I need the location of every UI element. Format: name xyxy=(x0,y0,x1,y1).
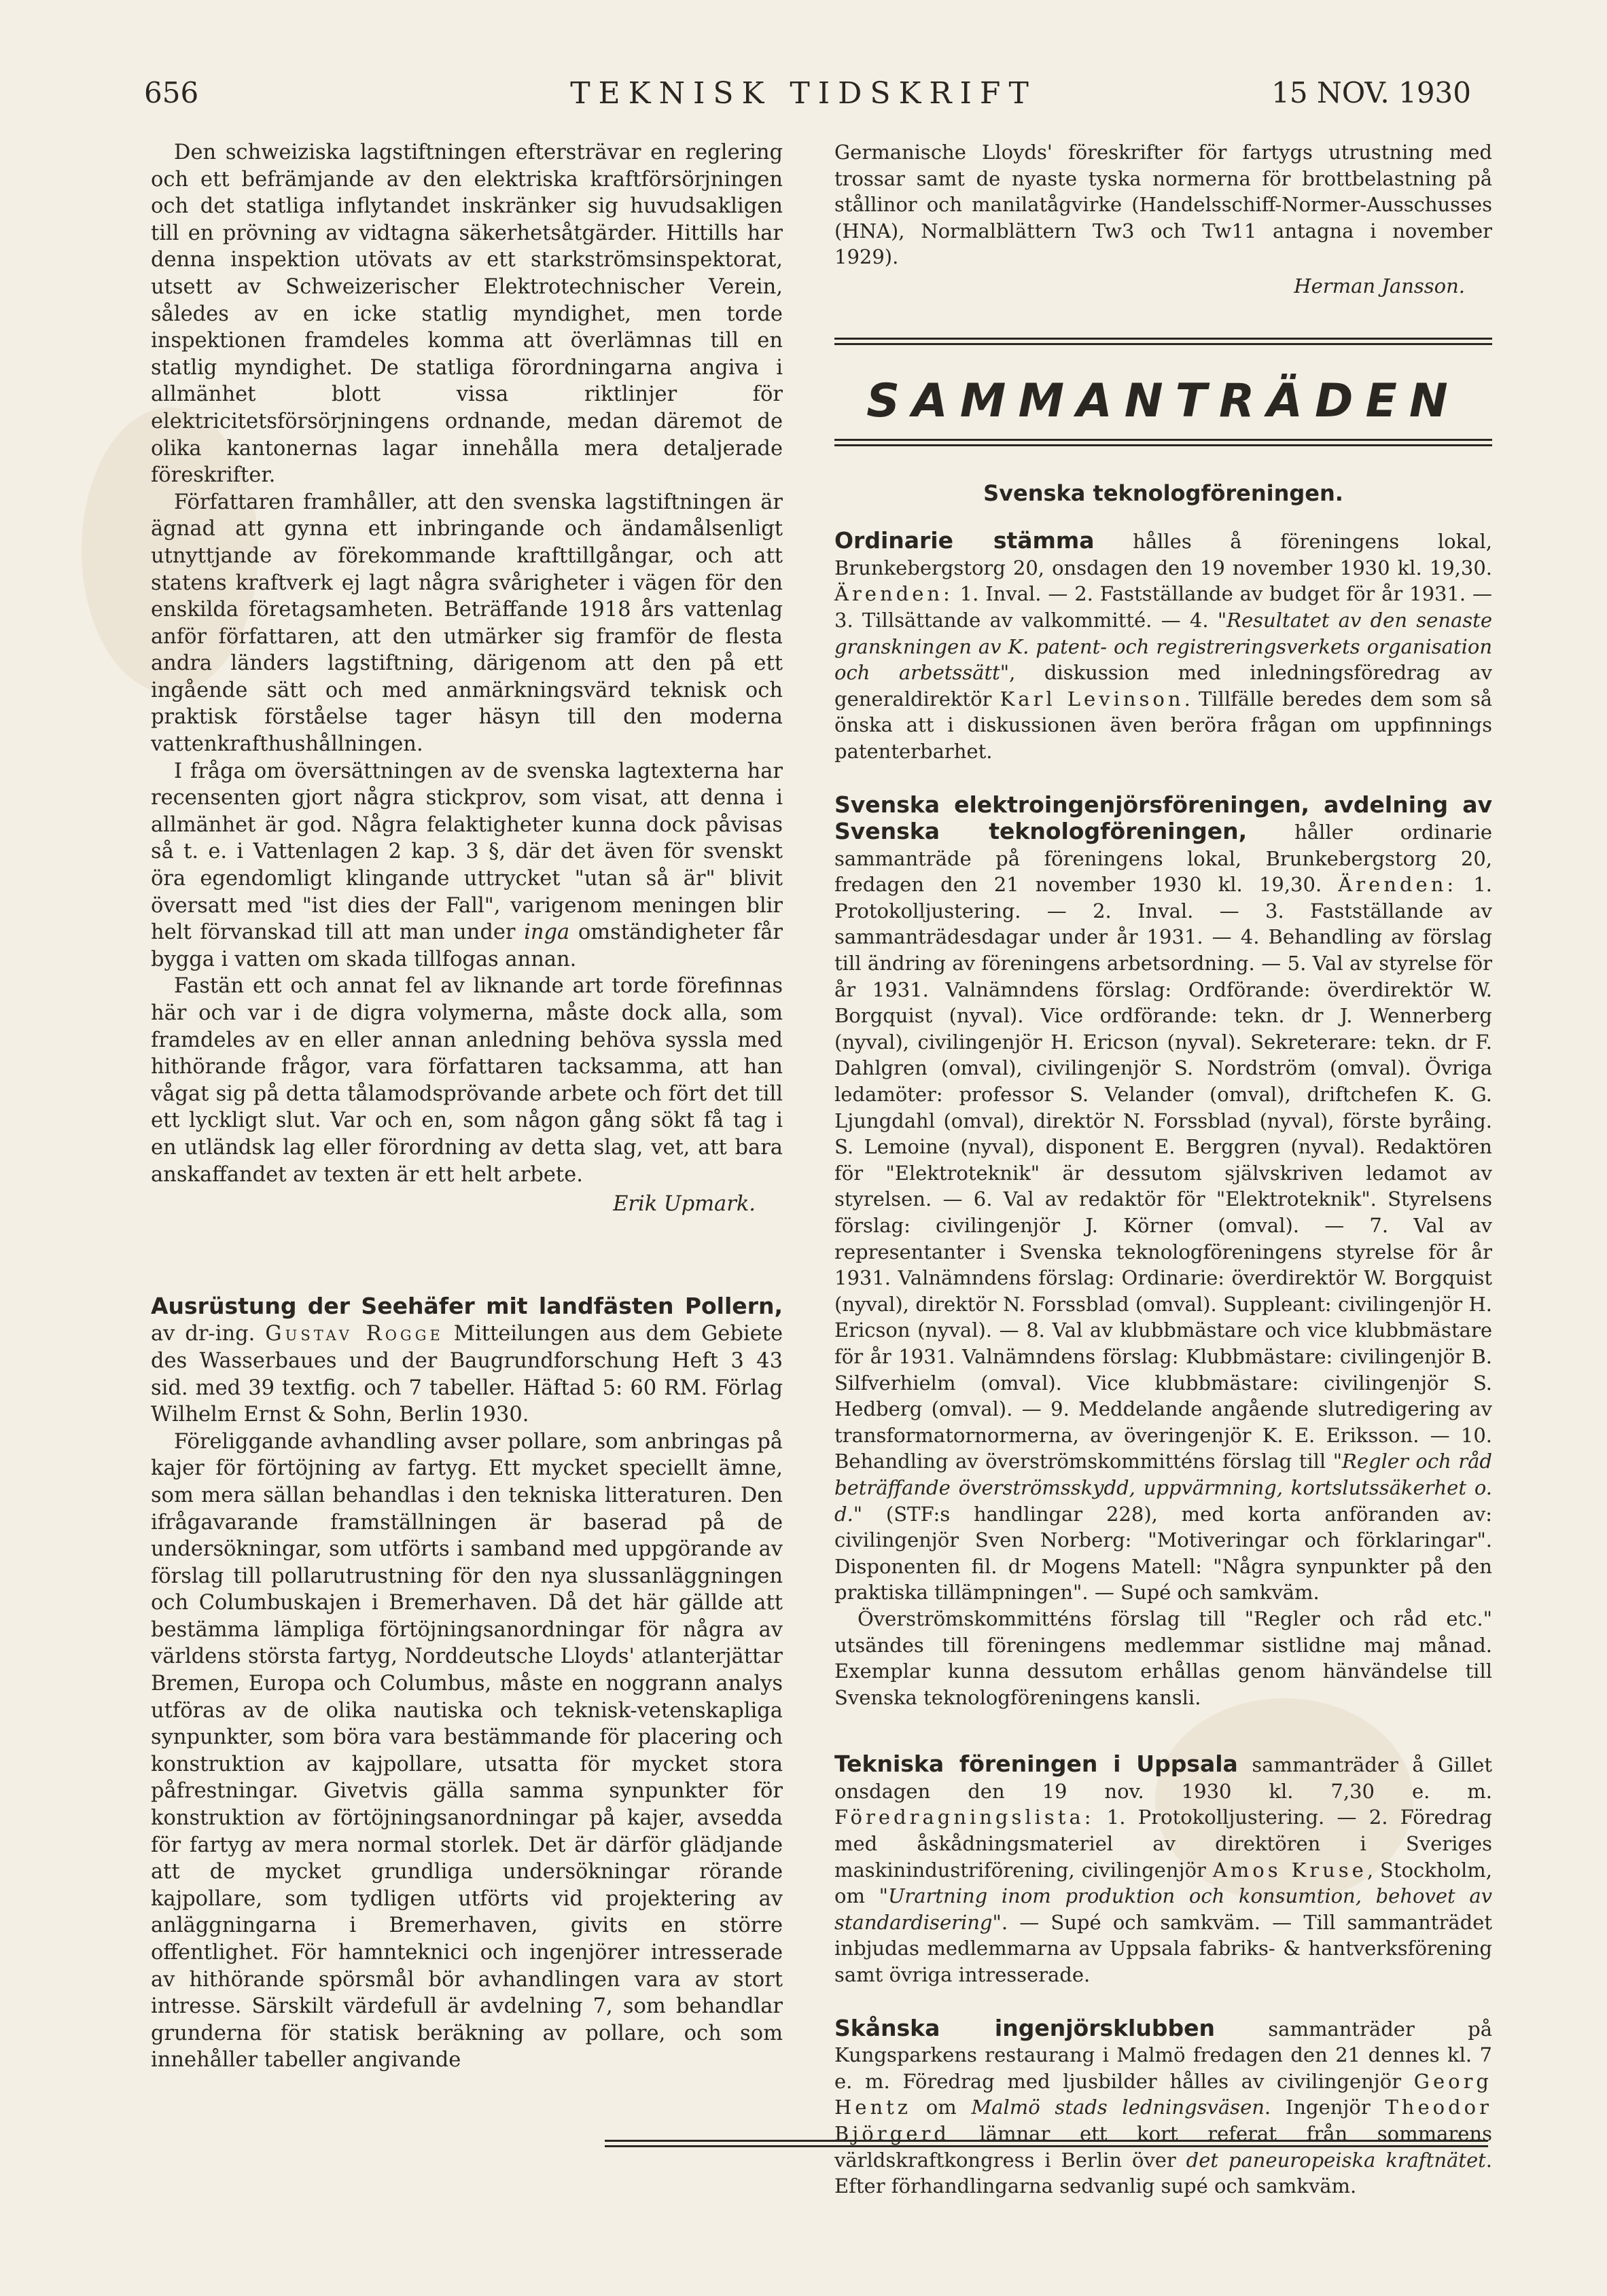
paragraph: Överströmskommitténs förslag till "Regler och råd etc." utsändes till föreningens medlemmar sistlidne maj månad. Exemplar kunna dessutom erhållas genom hänvändelse till Svenska teknologföreningens kansli. xyxy=(834,1607,1492,1709)
agenda-label: Föredragningslista: xyxy=(834,1806,1095,1829)
text-run: hålles å föreningens lokal, Brunkebergstorg 20, onsdagen den 19 november 1930 kl. 19,30. xyxy=(834,530,1492,579)
text-run: , Stockholm, om xyxy=(834,1858,1492,1908)
notice-title: Tekniska föreningen i Uppsala xyxy=(834,1751,1238,1778)
italic-text: "Regler och råd beträffande överströmsskydd, uppvärmning, kortslutssäkerhet o. d." xyxy=(834,1450,1492,1526)
page-number: 656 xyxy=(144,76,199,109)
text-run: lämnar ett kort referat från sommarens världskraftkongress i Berlin över xyxy=(834,2122,1492,2172)
journal-title: TEKNISK TIDSKRIFT xyxy=(570,76,1037,111)
agenda-label: Ärenden: xyxy=(834,582,953,606)
text-run: om xyxy=(911,2096,972,2119)
notice-title: Svenska elektroingenjörsföreningen, avdelning av Svenska teknologföreningen, xyxy=(834,791,1492,845)
double-rule xyxy=(834,439,1492,446)
text-run: . Ingenjör xyxy=(1264,2096,1385,2119)
bottom-double-rule xyxy=(605,2140,1488,2147)
paragraph: Föreliggande avhandling avser pollare, som anbringas på kajer för förtöjning av fartyg. Ett mycket speciellt ämne, som mera sällan behandlas i den tekniska litteraturen. Den ifrågavarande framställningen är baserad på de undersökningar, som utförts i samband med uppgörande av förslag till pollarutrustning för den nya slussanläggningen och Columbuskajen i Bremerhaven. Då det här gällde att bestämma lämpliga förtöjningsanordningar för några av världens största fartyg, Norddeutsche Lloyds' atlanterjättar Bremen, Europa och Columbus, måste en noggrann analys utföras av de olika nautiska och teknisk-vetenskapliga synpunkter, som böra vara bestämmande för placering och konstruktion av kajpollare, utsatta för mycket stora påfrestningar. Givetvis gälla samma synpunkter för konstruktion av förtöjningsanordningar på kajer, avsedda för fartyg av mera normal storlek. Det är därför glädjande att de mycket grundliga undersökningar rörande kajpollare, som tydligen utförts vid projektering av anläggningarna i Bremerhaven, givits en större offentlighet. För hamnteknici och ingenjörer intresserade av hithörande spörsmål bör avhandlingen vara av stort intresse. Särskilt värdefull är avdelning 7, som behandlar grunderna för statisk beräkning av pollare, och som innehåller tabeller angivande xyxy=(151,1429,783,2073)
text-run: . — Supé och samkväm. — Till sammanträdet inbjudas medlemmarna av Uppsala fabriks- & hantverksförening samt övriga intresserade. xyxy=(834,1910,1492,1987)
text-run: sammanträder å Gillet onsdagen den 19 nov. 1930 kl. 7,30 e. m. xyxy=(834,1753,1492,1803)
text-run: sammanträder på Kungsparkens restaurang i Malmö fredagen den 21 dennes kl. 7 e. m. Föredrag med ljusbilder hålles av civilingenjör xyxy=(834,2017,1492,2093)
person-name: Karl Levinson xyxy=(1000,687,1184,711)
double-rule xyxy=(605,2140,1488,2147)
text-run: (STF:s handlingar 228), med korta anföranden av: civilingenjör Sven Norberg: "Motiveringar och förklaringar". Disponenten fil. dr Mogens Matell: "Några synpunkter på den praktiska tillämpningen". — Supé och samkväm. xyxy=(834,1502,1492,1604)
review-heading-paragraph xyxy=(151,1293,783,1429)
italic-text: det paneuropeiska kraftnätet xyxy=(1186,2148,1486,2172)
text-run: 1. Inval. — 2. Fastställande av budget för år 1931. — 3. Tillsättande av valkommitté. — 4. xyxy=(834,582,1492,632)
page-header xyxy=(0,76,1607,124)
left-column xyxy=(151,139,783,2074)
text-run: av dr-ing. xyxy=(151,1322,266,1346)
review-heading: Ausrüstung der Seehäfer mit landfästen Pollern, xyxy=(151,1292,783,1319)
text-run: I fråga om översättningen av de svenska lagtexterna har recensenten gjort några stickprov, som visat, att denna i allmänhet är god. Några felaktigheter kunna dock påvisas så t. e. i Vattenlagen 2 kap. 3 §, där det även för svenskt öra egendomligt klingande uttrycket "utan så är" blivit översatt med "ist dies der Fall", varigenom meningen blir helt förvanskad till att man under xyxy=(151,759,783,945)
italic-text: "Urartning inom produktion och konsumtion, behovet av standardisering" xyxy=(834,1884,1492,1934)
society-heading: Svenska teknologföreningen. xyxy=(983,480,1343,506)
text-run: 1. Protokolljustering. — 2. Inval. — 3. Fastställande av sammanträdesdagar under år 1931. — 4. Behandling av förslag till ändring av föreningens arbetsordning. — 5. Val av styrelse för år 1931. Valnämndens förslag: Ordförande: överdirektör W. Borgquist (nyval). Vice ordförande: tekn. dr J. Wennerberg (nyval), civilingenjör H. Ericson (nyval). Sekreterare: tekn. dr F. Dahlgren (omval), civilingenjör S. Nordström (omval). Övriga ledamöter: professor S. Velander (omval), driftchefen K. G. Ljungdahl (omval), direktör N. Forssblad (nyval), förste byråing. S. Lemoine (nyval), disponent E. Berggren (nyval). Redaktören för "Elektroteknik" är dessutom självskriven ledamot av styrelsen. — 6. Val av redaktör för "Elektroteknik". Styrelsens förslag: civilingenjör J. Körner (omval). — 7. Val av representanter i Svenska teknologföreningens styrelse för år 1931. Valnämndens förslag: Ordinarie: överdirektör W. Borgquist (nyval), direktör N. Forssblad (omval). Suppleant: civilingenjör H. Ericson (nyval). — 8. Val av klubbmästare och vice klubbmästare för år 1931. Valnämndens förslag: Klubbmästare: civilingenjör B. Silfverhielm (omval). Vice klubbmästare: civilingenjör S. Hedberg (omval). — 9. Meddelande angående slutredigering av transformatornormerna, av överingenjör K. E. Eriksson. — 10. Behandling av överströmskommitténs förslag till xyxy=(834,873,1493,1473)
issue-date: 15 NOV. 1930 xyxy=(1271,76,1471,109)
author-name: Gustav Rogge xyxy=(265,1322,444,1346)
meeting-notice xyxy=(834,1751,1492,1988)
double-rule xyxy=(834,338,1492,345)
text-run: Mitteilungen aus dem Gebiete des Wasserbaues und der Baugrundforschung Heft 3 43 sid. med 39 textfig. och 7 tabeller. Häftad 5: 60 RM. Förlag Wilhelm Ernst & Sohn, Berlin 1930. xyxy=(151,1322,783,1427)
notice-title: Skånska ingenjörsklubben xyxy=(834,2014,1215,2041)
agenda-label: Ärenden: xyxy=(1338,873,1458,897)
text-run: . Tillfälle beredes dem som så önska att i diskussionen även beröra frågan om uppfinnings patenterbarhet. xyxy=(834,687,1493,763)
paragraph: Författaren framhåller, att den svenska lagstiftningen är ägnad att gynna ett inbringande och ändamålsenligt utnyttjande av förekommande krafttillgångar, och att statens kraftverk ej lagt några svårigheter i vägen för den enskilda företagsamheten. Beträffande 1918 års vattenlag anför författaren, att den utmärker sig framför de flesta andra länders lagstiftning, därigenom att den på ett ingående sätt och med anmärkningsvärd teknisk och praktisk förståelse tager häsyn till den moderna vattenkrafthushållningen. xyxy=(151,490,783,757)
paragraph: Fastän ett och annat fel av liknande art torde förefinnas här och var i de digra volymerna, måste dock alla, som framdeles av en eller annan anledning behöva syssla med hithörande frågor, vara författaren tacksamma, att han vågat sig på detta tålamodsprövande arbete och fört det till ett lyckligt slut. Var och en, som någon gång sökt få tag i en utländsk lag eller förordning av detta slag, vet, att bara anskaffandet av texten är ett helt arbete. xyxy=(151,974,783,1187)
text-run: omständigheter får bygga i vatten om skada tillfogas annan. xyxy=(151,920,783,971)
signature: Erik Upmark. xyxy=(613,1192,756,1217)
notice-title: Ordinarie stämma xyxy=(834,527,1095,554)
text-run: , diskussion med inledningsföredrag av generaldirektör xyxy=(834,661,1492,711)
signature: Herman Jansson. xyxy=(1294,274,1465,298)
text-run: . Efter förhandlingarna sedvanlig supé och samkväm. xyxy=(834,2148,1492,2198)
italic-text: Malmö stads ledningsväsen xyxy=(971,2096,1265,2119)
paragraph: Germanische Lloyds' föreskrifter för fartygs utrustning med trossar samt de nyaste tyska normerna för brottbelastning på stållinor och manilatågvirke (Handelsschiff-Normer-Ausschusses (HNA), Normalblättern Tw3 och Tw11 antagna i november 1929). xyxy=(834,141,1492,269)
person-name: Theodor Björgerd xyxy=(834,2096,1492,2145)
person-name: Georg Hentz xyxy=(834,2069,1492,2119)
meeting-notice xyxy=(834,528,1492,764)
paragraph xyxy=(151,758,783,973)
person-name: Amos Kruse xyxy=(1212,1858,1367,1882)
paragraph: Den schweiziska lagstiftningen eftersträvar en reglering och ett befrämjande av den elektriska kraftförsörjningen och det statliga inflytandet inskränker sig huvudsakligen till en prövning av vidtagna säkerhetsåtgärder. Hittills har denna inspektion utövats av ett starkströmsinspektorat, utsett av Schweizerischer Elektrotechnischer Verein, således av en icke statlig myndighet, men torde inspektionen framdeles komma att överlämnas till en statlig myndighet. De statliga förordningarna angiva i allmänhet blott vissa riktlinjer för elektricitetsförsörjningens ordnande, medan däremot de olika kantonernas lagar innehålla mera detaljerade föreskrifter. xyxy=(151,141,783,488)
italic-text: inga xyxy=(524,920,570,945)
italic-text: "Resultatet av den senaste granskningen av K. patent- och registreringsverkets organisation och arbetssätt" xyxy=(834,608,1492,685)
text-run: håller ordinarie sammanträde på föreningens lokal, Brunkebergstorg 20, fredagen den 21 november 1930 kl. 19,30. xyxy=(834,821,1492,897)
text-run: 1. Protokolljustering. — 2. Föredrag med åskådningsmateriel av direktören i Sveriges maskinindustriförening, civilingenjör xyxy=(834,1806,1492,1882)
meeting-notice xyxy=(834,792,1492,1606)
meeting-notice xyxy=(834,2015,1492,2200)
section-banner: SAMMANTRÄDEN xyxy=(866,374,1460,428)
right-column xyxy=(834,139,1492,2200)
